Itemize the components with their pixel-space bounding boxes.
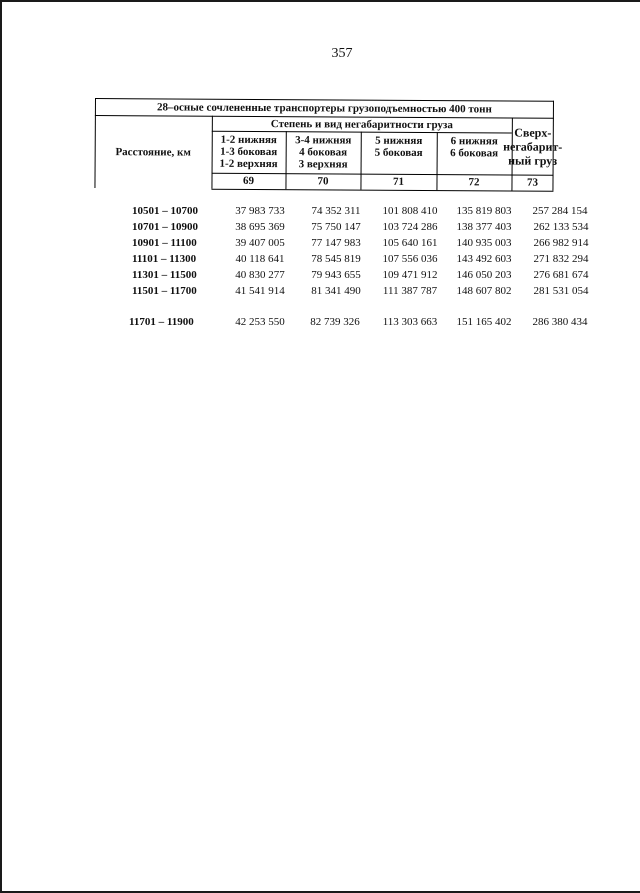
row-distance: 10701 – 10900 [132, 221, 198, 233]
row-value-72: 135 819 803 [456, 205, 512, 217]
row-value-70: 78 545 819 [311, 253, 361, 265]
table-row [2, 269, 640, 285]
row-value-72: 138 377 403 [456, 221, 512, 233]
row-value-69: 39 407 005 [235, 237, 285, 249]
row-value-72: 146 050 203 [456, 269, 512, 281]
column-number-70: 70 [317, 175, 329, 188]
page-number: 357 [331, 46, 353, 61]
row-value-73: 281 531 054 [533, 285, 589, 297]
column-header-70: 3-4 нижняя 4 боковая 3 верхняя [295, 134, 352, 171]
row-distance: 11701 – 11900 [129, 316, 194, 328]
column-header-72: 6 нижняя 6 боковая [450, 135, 499, 160]
row-value-70: 82 739 326 [310, 316, 360, 328]
row-value-73: 286 380 434 [532, 316, 588, 328]
row-value-71: 101 808 410 [382, 205, 438, 217]
table-row [2, 253, 640, 269]
column-header-71: 5 нижняя 5 боковая [374, 134, 423, 160]
row-value-71: 111 387 787 [382, 285, 438, 297]
column-header-73: Сверх- негабарит- ный груз [503, 125, 563, 168]
row-distance: 10901 – 11100 [132, 237, 197, 249]
column-number-72: 72 [468, 176, 480, 189]
row-value-69: 37 983 733 [235, 205, 285, 217]
row-distance: 11101 – 11300 [132, 253, 197, 265]
row-value-69: 40 830 277 [235, 269, 285, 281]
row-value-73: 271 832 294 [533, 253, 589, 265]
row-distance: 11301 – 11500 [132, 269, 197, 281]
column-number-73: 73 [526, 176, 539, 189]
row-value-70: 79 943 655 [311, 269, 361, 281]
distance-column-header: Расстояние, км [115, 145, 191, 159]
column-number-71: 71 [392, 175, 405, 188]
row-value-71: 109 471 912 [382, 269, 438, 281]
row-value-72: 148 607 802 [456, 285, 512, 297]
table-row [2, 285, 640, 301]
group-header: Степень и вид негабаритности груза [270, 117, 453, 131]
row-distance: 11501 – 11700 [132, 285, 197, 297]
row-value-70: 77 147 983 [311, 237, 361, 249]
row-value-71: 103 724 286 [382, 221, 438, 233]
table-row [2, 316, 640, 332]
row-value-73: 262 133 534 [533, 221, 589, 233]
row-value-73: 266 982 914 [533, 237, 589, 249]
table-row [2, 221, 640, 237]
row-value-70: 74 352 311 [311, 205, 361, 217]
row-value-71: 113 303 663 [382, 316, 438, 328]
row-value-69: 40 118 641 [235, 253, 285, 265]
row-value-72: 140 935 003 [456, 237, 512, 249]
row-value-72: 143 492 603 [456, 253, 512, 265]
column-number-69: 69 [242, 174, 255, 187]
table-header [94, 98, 563, 191]
table-row [2, 205, 640, 221]
row-value-69: 42 253 550 [235, 316, 285, 328]
row-value-69: 38 695 369 [235, 221, 285, 233]
row-value-70: 75 750 147 [311, 221, 361, 233]
row-value-71: 107 556 036 [382, 253, 438, 265]
column-header-69: 1-2 нижняя 1-3 боковая 1-2 верхняя [219, 133, 278, 171]
row-value-73: 276 681 674 [533, 269, 589, 281]
row-distance: 10501 – 10700 [132, 205, 198, 217]
row-value-70: 81 341 490 [311, 285, 361, 297]
row-value-72: 151 165 402 [456, 316, 512, 328]
row-value-73: 257 284 154 [532, 205, 588, 217]
table-title: 28–осные сочлененные транспортеры грузоподъемностью 400 тонн [156, 100, 492, 115]
row-value-71: 105 640 161 [382, 237, 438, 249]
table-row [2, 237, 640, 253]
row-value-69: 41 541 914 [235, 285, 285, 297]
